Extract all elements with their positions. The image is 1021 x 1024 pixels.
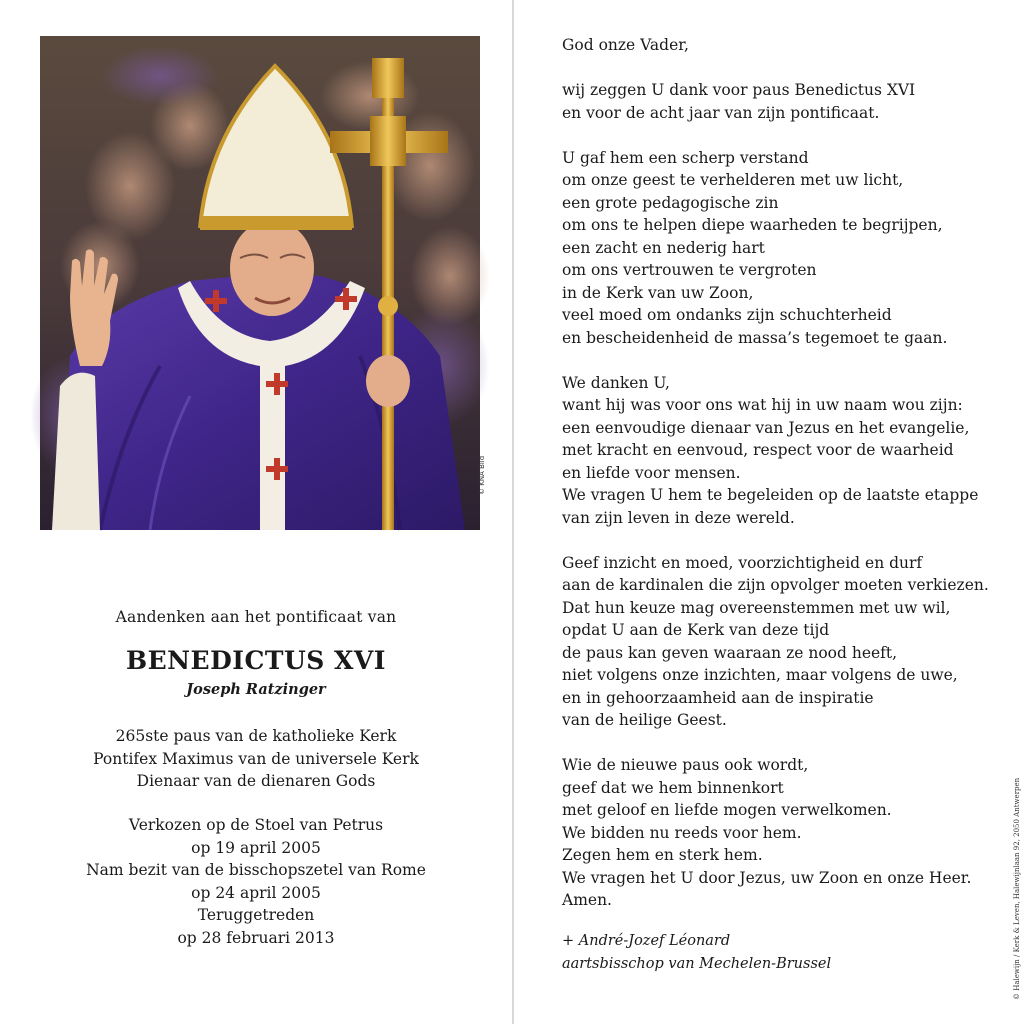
signature-name: + André-Jozef Léonard xyxy=(562,933,731,949)
prayer-line: een eenvoudige dienaar van Jezus en het evangelie, xyxy=(562,418,970,437)
prayer-line: in de Kerk van uw Zoon, xyxy=(562,283,754,302)
date-line: Teruggetreden xyxy=(197,906,315,924)
stanza-gap xyxy=(562,349,982,372)
prayer-line: om ons te helpen diepe waarheden te begrijpen, xyxy=(562,216,943,234)
pope-real-name: Joseph Ratzinger xyxy=(186,681,326,698)
prayer-line: God onze Vader, xyxy=(562,36,689,54)
prayer-line: van zijn leven in deze wereld. xyxy=(562,508,795,527)
prayer-line: met geloof en liefde mogen verwelkomen. xyxy=(562,801,892,819)
pope-name: BENEDICTUS XVI xyxy=(125,646,386,675)
prayer-line: en bescheidenheid de massa’s tegemoet te gaan. xyxy=(562,328,948,347)
stanza-gap xyxy=(562,732,982,755)
prayer-line: We vragen U hem te begeleiden op de laatste etappe xyxy=(562,486,979,504)
pope-photo xyxy=(40,36,480,530)
prayer-line: want hij was voor ons wat hij in uw naam wou zijn: xyxy=(562,396,963,414)
date-line: Nam bezit van de bisschopszetel van Rome xyxy=(86,861,426,879)
stanza-gap xyxy=(562,57,982,80)
prayer-line: een zacht en nederig hart xyxy=(562,238,765,257)
prayer-line: en liefde voor mensen. xyxy=(562,463,741,482)
prayer-line: de paus kan geven waaraan ze nood heeft, xyxy=(562,643,898,662)
prayer-line: aan de kardinalen die zijn opvolger moeten verkiezen. xyxy=(562,576,989,594)
prayer-line: niet volgens onze inzichten, maar volgens de uwe, xyxy=(562,666,958,684)
prayer-line: geef dat we hem binnenkort xyxy=(562,778,784,797)
prayer-line: wij zeggen U dank voor paus Benedictus XVI xyxy=(562,81,916,99)
prayer-line: een grote pedagogische zin xyxy=(562,193,779,212)
date-line: Verkozen op de Stoel van Petrus xyxy=(128,816,384,834)
printer-credit: © Halewijn / Kerk & Leven, Halewijnlaan 92, 2050 Antwerpen xyxy=(1013,777,1021,1000)
prayer-line: en in gehoorzaamheid aan de inspiratie xyxy=(562,688,874,707)
prayer-line: om onze geest te verhelderen met uw licht, xyxy=(562,171,904,189)
prayer-line: veel moed om ondanks zijn schuchterheid xyxy=(562,306,892,324)
stanza-gap xyxy=(562,529,982,552)
pontificate-dates xyxy=(0,814,512,949)
prayer-line: van de heilige Geest. xyxy=(562,711,727,729)
prayer-line: U gaf hem een scherp verstand xyxy=(562,148,809,167)
prayer-line: met kracht en eenvoud, respect voor de waarheid xyxy=(562,441,954,459)
photo-credit: © KNA Bild xyxy=(478,455,486,495)
prayer-line: om ons vertrouwen te vergroten xyxy=(562,261,817,279)
prayer-line: Zegen hem en sterk hem. xyxy=(562,846,763,864)
signature-title: aartsbisschop van Mechelen-Brussel xyxy=(562,955,832,972)
date-line: op 24 april 2005 xyxy=(191,883,321,902)
stanza-gap xyxy=(562,124,982,147)
prayer-line: We danken U, xyxy=(562,373,670,392)
prayer-line: opdat U aan de Kerk van deze tijd xyxy=(562,621,830,639)
prayer-text xyxy=(562,34,989,912)
date-line: op 19 april 2005 xyxy=(191,838,321,857)
pope-titles xyxy=(0,725,512,793)
prayer-line: Wie de nieuwe paus ook wordt, xyxy=(562,756,809,774)
title-line: Pontifex Maximus van de universele Kerk xyxy=(93,749,419,768)
title-line: Dienaar van de dienaren Gods xyxy=(136,772,376,790)
prayer-line: We bidden nu reeds voor hem. xyxy=(562,823,802,842)
prayer-line: Geef inzicht en moed, voorzichtigheid en durf xyxy=(562,553,923,572)
prayer-line: Amen. xyxy=(562,891,612,909)
prayer-line: en voor de acht jaar van zijn pontificaat. xyxy=(562,103,880,122)
memorial-intro: Aandenken aan het pontificaat van xyxy=(115,608,397,626)
prayer-line: Dat hun keuze mag overeenstemmen met uw wil, xyxy=(562,598,951,617)
title-line: 265ste paus van de katholieke Kerk xyxy=(115,727,397,745)
date-line: op 28 februari 2013 xyxy=(177,928,335,947)
prayer-line: We vragen het U door Jezus, uw Zoon en onze Heer. xyxy=(562,868,972,887)
signature xyxy=(562,930,831,975)
